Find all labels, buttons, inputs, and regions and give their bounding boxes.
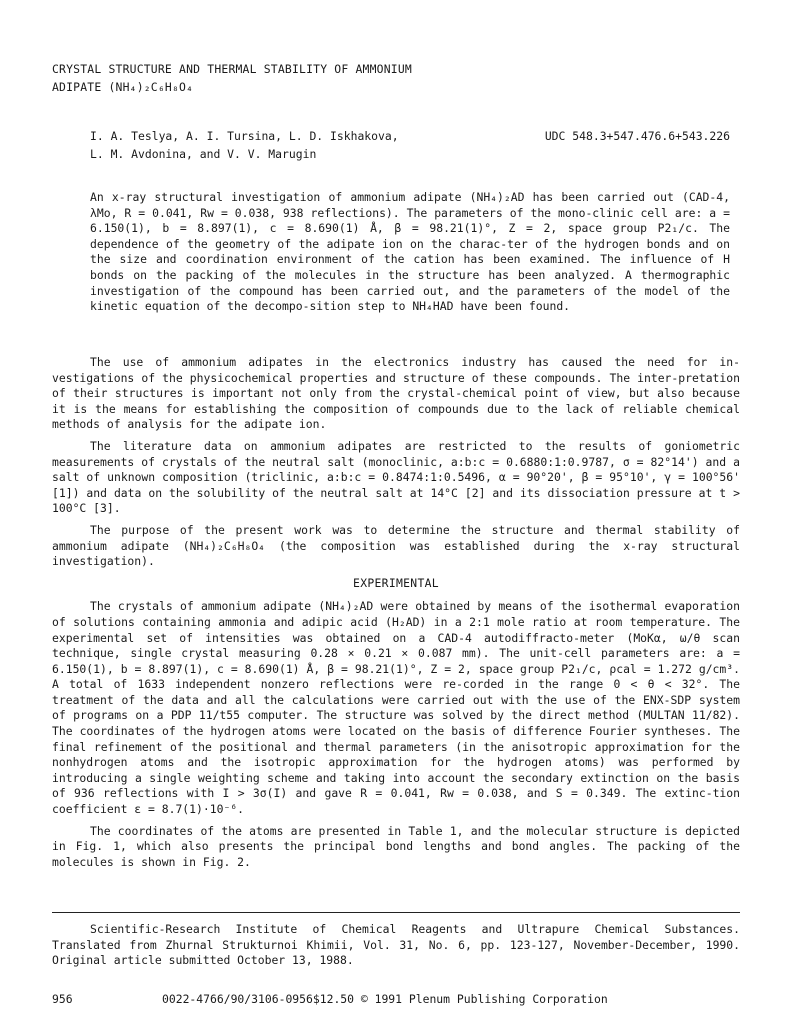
paragraph-results: The coordinates of the atoms are presented in Table 1, and the molecular structure is depicted in Fig. 1, which also presents the principal bond lengths and bond angles. The packing of the molecules is shown in Fig. 2. — [52, 823, 740, 869]
paragraph-intro: The use of ammonium adipates in the electronics industry has caused the need for in-vestigations of the physicochemical properties and structure of these compounds. The inter-pretation of their structures is important not only from the crystal-chemical point of view, but also because it is the means for establishing the composition of compounds due to the lack of reliable chemical methods of analysis for the adipate ion. — [52, 355, 740, 432]
paragraph-literature: The literature data on ammonium adipates are restricted to the results of goniometric measurements of crystals of the neutral salt (monoclinic, a:b:c = 0.6880:1:0.9787, σ = 82°14') and a salt of unknown composition (triclinic, a:b:c = 0.8474:1:0.5496, α = 90°20', β = 95°10', γ = 100°56' [1]) and data on the solubility of the neutral salt at 14°C [2] and its dissociation pressure at t > 100°C [3]. — [52, 438, 740, 516]
author-block — [90, 127, 730, 163]
footnote-text: Scientific-Research Institute of Chemical Reagents and Ultrapure Chemical Substances. Translated from Zhurnal Strukturnoi Khimii, Vol. 31, No. 6, pp. 123-127, November-December, 1990. Original article submitted October 13, 1988. — [52, 922, 740, 968]
publisher-code: 0022-4766/90/3106-0956$12.50 © 1991 Plenum Publishing Corporation — [162, 992, 608, 1006]
footnote-divider — [52, 912, 740, 913]
title-line-1: CRYSTAL STRUCTURE AND THERMAL STABILITY OF AMMONIUM — [52, 62, 412, 76]
udc-code: UDC 548.3+547.476.6+543.226 — [544, 129, 730, 143]
footnote — [52, 922, 740, 969]
title-line-2: ADIPATE (NH₄)₂C₆H₈O₄ — [52, 80, 194, 94]
article-body — [52, 355, 740, 876]
paragraph-experimental: The crystals of ammonium adipate (NH₄)₂AD were obtained by means of the isothermal evaporation of solutions containing ammonia and adipic acid (H₂AD) in a 2:1 mole ratio at room temperature. The experimental set of intensities was obtained on a CAD-4 autodiffracto-meter (MoKα, ω/θ scan technique, single crystal measuring 0.28 × 0.21 × 0.087 mm). The unit-cell parameters are: a = 6.150(1), b = 8.897(1), c = 8.690(1) Å, β = 98.21(1)°, Z = 2, space group P2₁/c, ρcal = 1.272 g/cm³. A total of 1633 independent nonzero reflections were re-corded in the range 0 < θ < 32°. The treatment of the data and all the calculations were carried out with the use of the ENX-SDP system of programs on a PDP 11/t55 computer. The structure was solved by the direct method (MULTAN 11/82). The coordinates of the hydrogen atoms were located on the basis of difference Fourier syntheses. The final refinement of the positional and thermal parameters (in the anisotropic approximation for the nonhydrogen atoms and the isotropic approximation for the hydrogen atoms) was performed by introducing a single weighting scheme and taking into account the secondary extinction on the basis of 936 reflections with I > 3σ(I) and gave R = 0.041, Rw = 0.038, and S = 0.349. The extinc-tion coefficient ε = 8.7(1)·10⁻⁶. — [52, 599, 740, 817]
authors-line-2: L. M. Avdonina, and V. V. Marugin — [90, 147, 317, 161]
paragraph-purpose: The purpose of the present work was to determine the structure and thermal stability of ammonium adipate (NH₄)₂C₆H₈O₄ (the composition was established during the x-ray structural investigation). — [52, 522, 740, 569]
section-heading-experimental: EXPERIMENTAL — [353, 575, 439, 590]
page-number: 956 — [52, 992, 73, 1006]
authors-line-1: I. A. Teslya, A. I. Tursina, L. D. Iskhakova, — [90, 129, 399, 143]
page-footer — [52, 992, 740, 1008]
abstract: An x-ray structural investigation of ammonium adipate (NH₄)₂AD has been carried out (CAD-4, λMo, R = 0.041, Rw = 0.038, 938 reflections). The parameters of the mono-clinic cell are: a = 6.150(1), b = 8.897(1), c = 8.690(1) Å, β = 98.21(1)°, Z = 2, space group P2₁/c. The dependence of the geometry of the adipate ion on the charac-ter of the hydrogen bonds and on the size and coordination environment of the cation has been examined. The influence of H bonds on the packing of the molecules in the structure has been analyzed. A thermographic investigation of the compound has been carried out, and the parameters of the model of the kinetic equation of the decompo-sition step to NH₄HAD have been found. — [90, 190, 730, 314]
article-title — [52, 60, 742, 96]
